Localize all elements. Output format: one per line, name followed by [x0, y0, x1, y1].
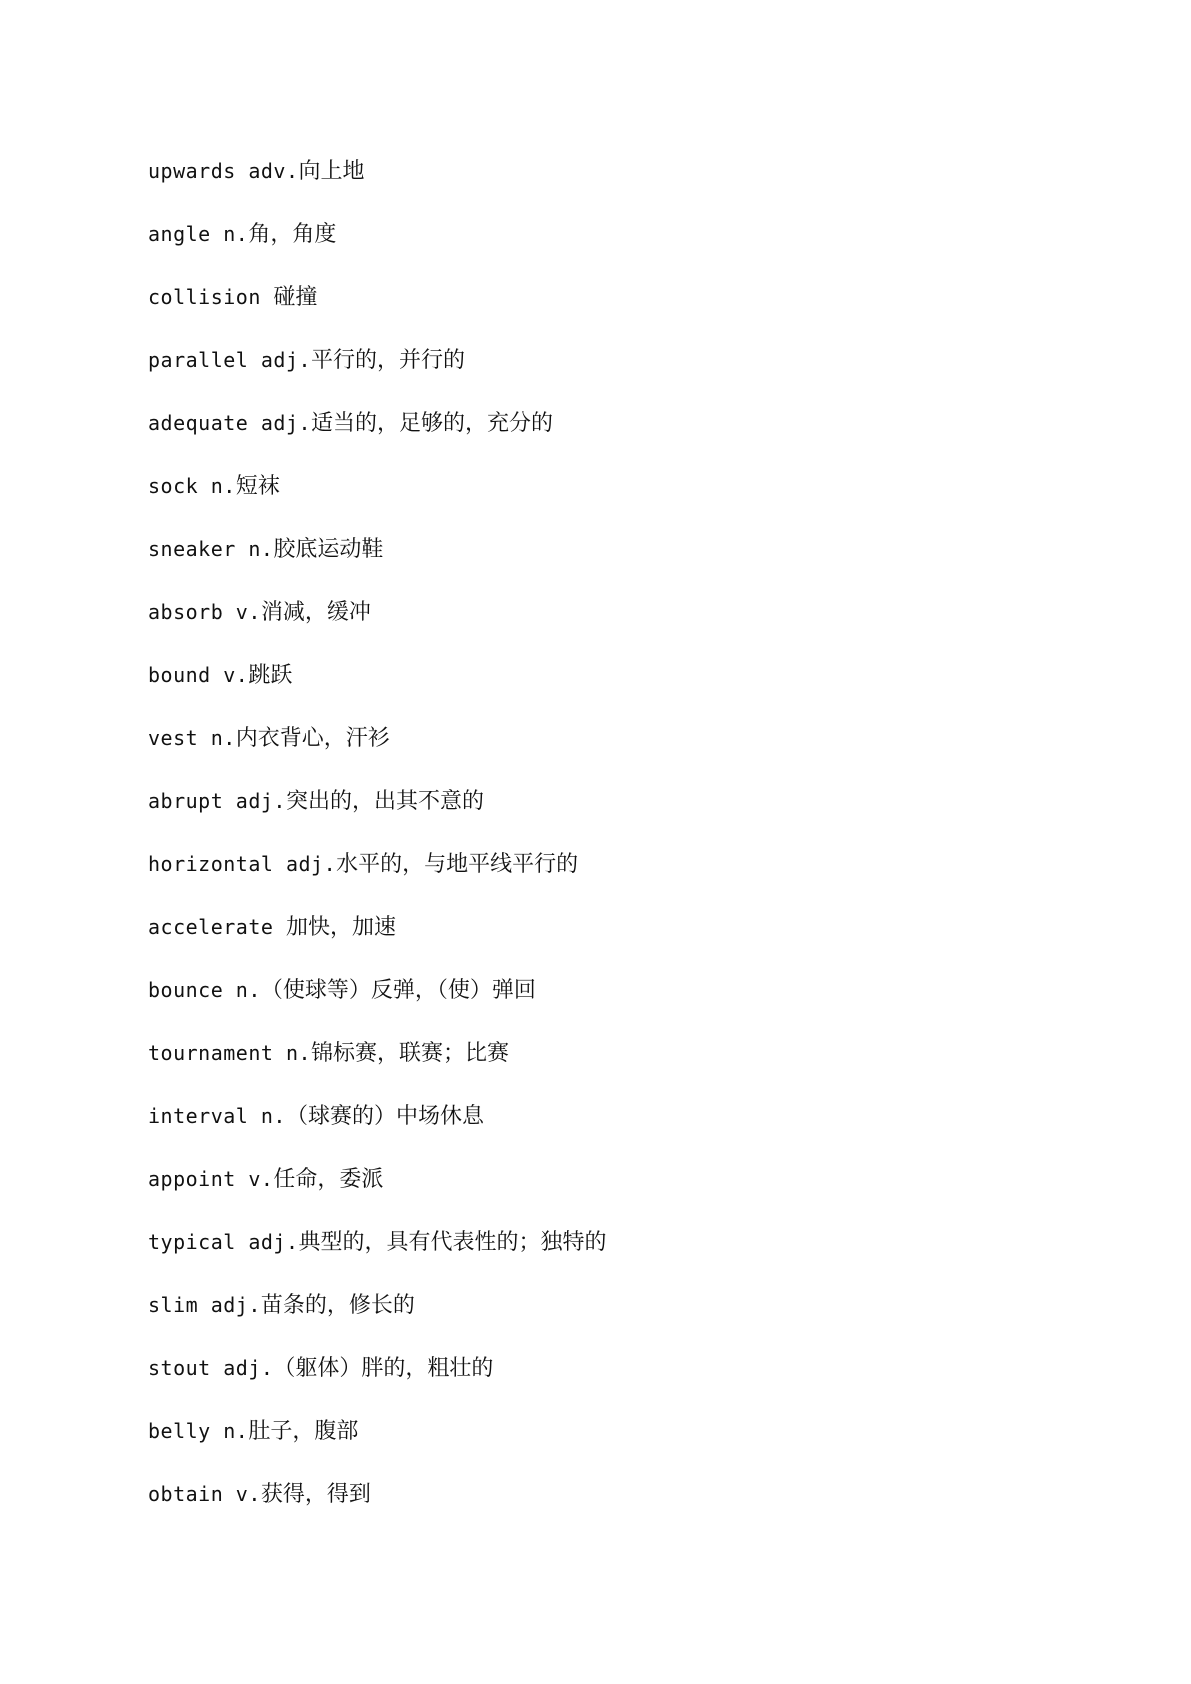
entry-gloss: 适当的，足够的，充分的	[311, 411, 554, 436]
entry-word: interval n.	[148, 1104, 286, 1128]
vocab-entry	[148, 664, 607, 727]
entry-gloss: （躯体）胖的，粗壮的	[273, 1356, 494, 1381]
entry-word: vest n.	[148, 726, 236, 750]
entry-word: accelerate	[148, 915, 286, 939]
entry-gloss: 向上地	[298, 159, 365, 184]
entry-word: bound v.	[148, 663, 249, 687]
entry-word: sneaker n.	[148, 537, 274, 561]
vocab-entry	[148, 1168, 607, 1231]
entry-word: belly n.	[148, 1419, 249, 1443]
entry-gloss: 任命，委派	[273, 1167, 384, 1192]
entry-gloss: 肚子，腹部	[248, 1419, 359, 1444]
entry-word: slim adj.	[148, 1293, 261, 1317]
entry-word: adequate adj.	[148, 411, 312, 435]
entry-word: horizontal adj.	[148, 852, 337, 876]
vocab-entry	[148, 601, 607, 664]
entry-gloss: （球赛的）中场休息	[285, 1104, 484, 1129]
entry-gloss: （使球等）反弹，（使）弹回	[260, 978, 536, 1003]
entry-gloss: 突出的，出其不意的	[285, 789, 484, 814]
entry-word: bounce n.	[148, 978, 261, 1002]
entry-word: appoint v.	[148, 1167, 274, 1191]
entry-gloss: 跳跃	[248, 663, 293, 688]
vocab-entry	[148, 223, 607, 286]
vocab-entry	[148, 1357, 607, 1420]
vocabulary-list	[148, 160, 607, 1546]
entry-gloss: 角，角度	[248, 222, 337, 247]
vocab-entry	[148, 1231, 607, 1294]
entry-gloss: 锦标赛，联赛；比赛	[311, 1041, 510, 1066]
entry-gloss: 内衣背心，汗衫	[235, 726, 390, 751]
vocab-entry	[148, 1042, 607, 1105]
vocab-entry	[148, 286, 607, 349]
entry-gloss: 碰撞	[273, 285, 318, 310]
entry-word: parallel adj.	[148, 348, 312, 372]
entry-gloss: 典型的，具有代表性的；独特的	[298, 1230, 607, 1255]
vocab-entry	[148, 160, 607, 223]
vocab-entry	[148, 727, 607, 790]
entry-gloss: 消减，缓冲	[260, 600, 371, 625]
vocab-entry	[148, 916, 607, 979]
entry-word: stout adj.	[148, 1356, 274, 1380]
entry-word: abrupt adj.	[148, 789, 286, 813]
entry-gloss: 水平的，与地平线平行的	[336, 852, 579, 877]
entry-word: tournament n.	[148, 1041, 312, 1065]
vocab-entry	[148, 1105, 607, 1168]
entry-word: upwards adv.	[148, 159, 299, 183]
vocab-entry	[148, 475, 607, 538]
entry-word: typical adj.	[148, 1230, 299, 1254]
vocab-entry	[148, 1294, 607, 1357]
vocab-entry	[148, 790, 607, 853]
vocab-entry	[148, 979, 607, 1042]
entry-gloss: 苗条的，修长的	[260, 1293, 415, 1318]
entry-word: sock n.	[148, 474, 236, 498]
entry-word: collision	[148, 285, 274, 309]
entry-word: obtain v.	[148, 1482, 261, 1506]
vocab-entry	[148, 349, 607, 412]
entry-gloss: 短袜	[235, 474, 280, 499]
entry-gloss: 获得，得到	[260, 1482, 371, 1507]
vocab-entry	[148, 853, 607, 916]
entry-gloss: 加快，加速	[285, 915, 396, 940]
entry-word: absorb v.	[148, 600, 261, 624]
vocab-entry	[148, 412, 607, 475]
vocab-entry	[148, 1483, 607, 1546]
entry-word: angle n.	[148, 222, 249, 246]
entry-gloss: 平行的，并行的	[311, 348, 466, 373]
vocab-entry	[148, 1420, 607, 1483]
entry-gloss: 胶底运动鞋	[273, 537, 384, 562]
vocab-entry	[148, 538, 607, 601]
